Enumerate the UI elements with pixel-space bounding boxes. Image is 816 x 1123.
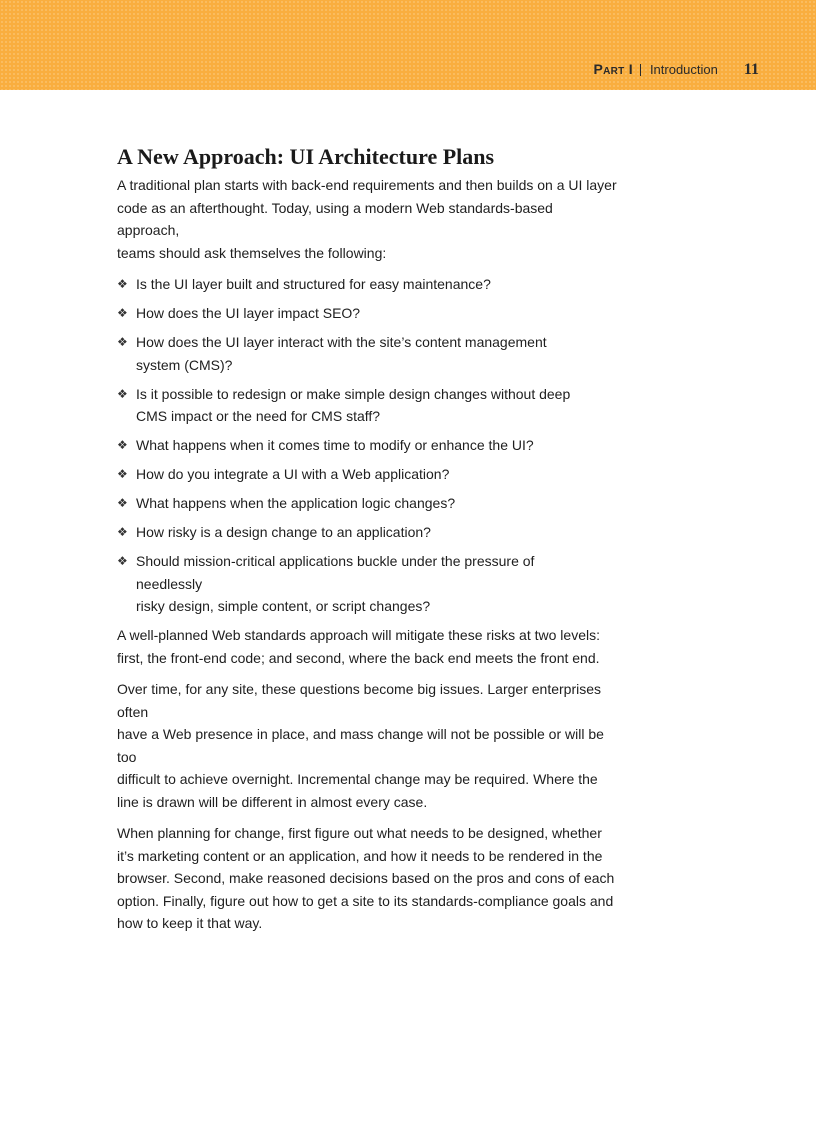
list-item xyxy=(117,463,576,486)
text-line: Should mission-critical applications buckle under the pressure of needlessly xyxy=(136,553,535,592)
diamond-bullet-icon: ❖ xyxy=(117,496,128,510)
text-line: How does the UI layer interact with the site’s content management xyxy=(136,334,547,350)
text-line: How does the UI layer impact SEO? xyxy=(136,305,361,321)
text-line: Is the UI layer built and structured for easy maintenance? xyxy=(136,276,491,292)
text-line: option. Finally, figure out how to get a site to its standards-compliance goals and xyxy=(117,892,614,909)
question-list xyxy=(117,273,617,618)
section-label: Introduction xyxy=(649,62,718,77)
text-line: have a Web presence in place, and mass change will not be possible or will be too xyxy=(117,726,604,765)
text-line: A traditional plan starts with back-end requirements and then builds on a UI layer xyxy=(117,177,617,193)
body-paragraph xyxy=(117,678,617,813)
header-band xyxy=(0,0,816,90)
intro-paragraph xyxy=(117,174,617,264)
text-line: How do you integrate a UI with a Web application? xyxy=(136,466,450,482)
list-item xyxy=(117,492,576,515)
text-line: first, the front-end code; and second, where the back end meets the front end. xyxy=(117,649,600,666)
text-line: How risky is a design change to an application? xyxy=(136,524,431,540)
text-line: CMS impact or the need for CMS staff? xyxy=(136,408,381,424)
text-line: difficult to achieve overnight. Incremental change may be required. Where the xyxy=(117,771,598,787)
page-number: 11 xyxy=(743,61,759,78)
text-line: risky design, simple content, or script changes? xyxy=(136,598,431,614)
diamond-bullet-icon: ❖ xyxy=(117,277,128,291)
diamond-bullet-icon: ❖ xyxy=(117,554,128,568)
diamond-bullet-icon: ❖ xyxy=(117,525,128,539)
text-line: teams should ask themselves the following: xyxy=(117,244,387,261)
diamond-bullet-icon: ❖ xyxy=(117,467,128,481)
diamond-bullet-icon: ❖ xyxy=(117,306,128,320)
article-body xyxy=(117,144,617,944)
body-paragraph xyxy=(117,822,617,935)
running-head xyxy=(593,61,759,79)
text-line: Over time, for any site, these questions become big issues. Larger enterprises often xyxy=(117,681,602,720)
text-line: line is drawn will be different in almost every case. xyxy=(117,793,428,810)
text-line: What happens when it comes time to modify or enhance the UI? xyxy=(136,437,534,453)
diamond-bullet-icon: ❖ xyxy=(117,438,128,452)
running-head-divider xyxy=(640,64,641,76)
list-item xyxy=(117,434,576,457)
diamond-bullet-icon: ❖ xyxy=(117,386,128,401)
text-line: how to keep it that way. xyxy=(117,915,263,931)
list-item xyxy=(117,273,576,296)
text-line: When planning for change, first figure out what needs to be designed, whether xyxy=(117,825,602,841)
part-label: Part I xyxy=(593,61,633,77)
text-line: system (CMS)? xyxy=(136,356,233,373)
list-item xyxy=(117,383,576,428)
text-line: What happens when the application logic changes? xyxy=(136,495,456,511)
list-item xyxy=(117,521,576,544)
body-paragraph xyxy=(117,624,617,669)
page-title: A New Approach: UI Architecture Plans xyxy=(117,144,495,169)
diamond-bullet-icon: ❖ xyxy=(117,335,128,349)
text-line: Is it possible to redesign or make simple design changes without deep xyxy=(136,385,571,402)
text-line: code as an afterthought. Today, using a modern Web standards-based approach, xyxy=(117,199,553,238)
text-line: it’s marketing content or an application, and how it needs to be rendered in the xyxy=(117,847,603,864)
list-item xyxy=(117,550,576,618)
text-line: A well-planned Web standards approach will mitigate these risks at two levels: xyxy=(117,627,600,643)
list-item xyxy=(117,302,576,325)
text-line: browser. Second, make reasoned decisions based on the pros and cons of each xyxy=(117,870,615,886)
list-item xyxy=(117,331,576,376)
